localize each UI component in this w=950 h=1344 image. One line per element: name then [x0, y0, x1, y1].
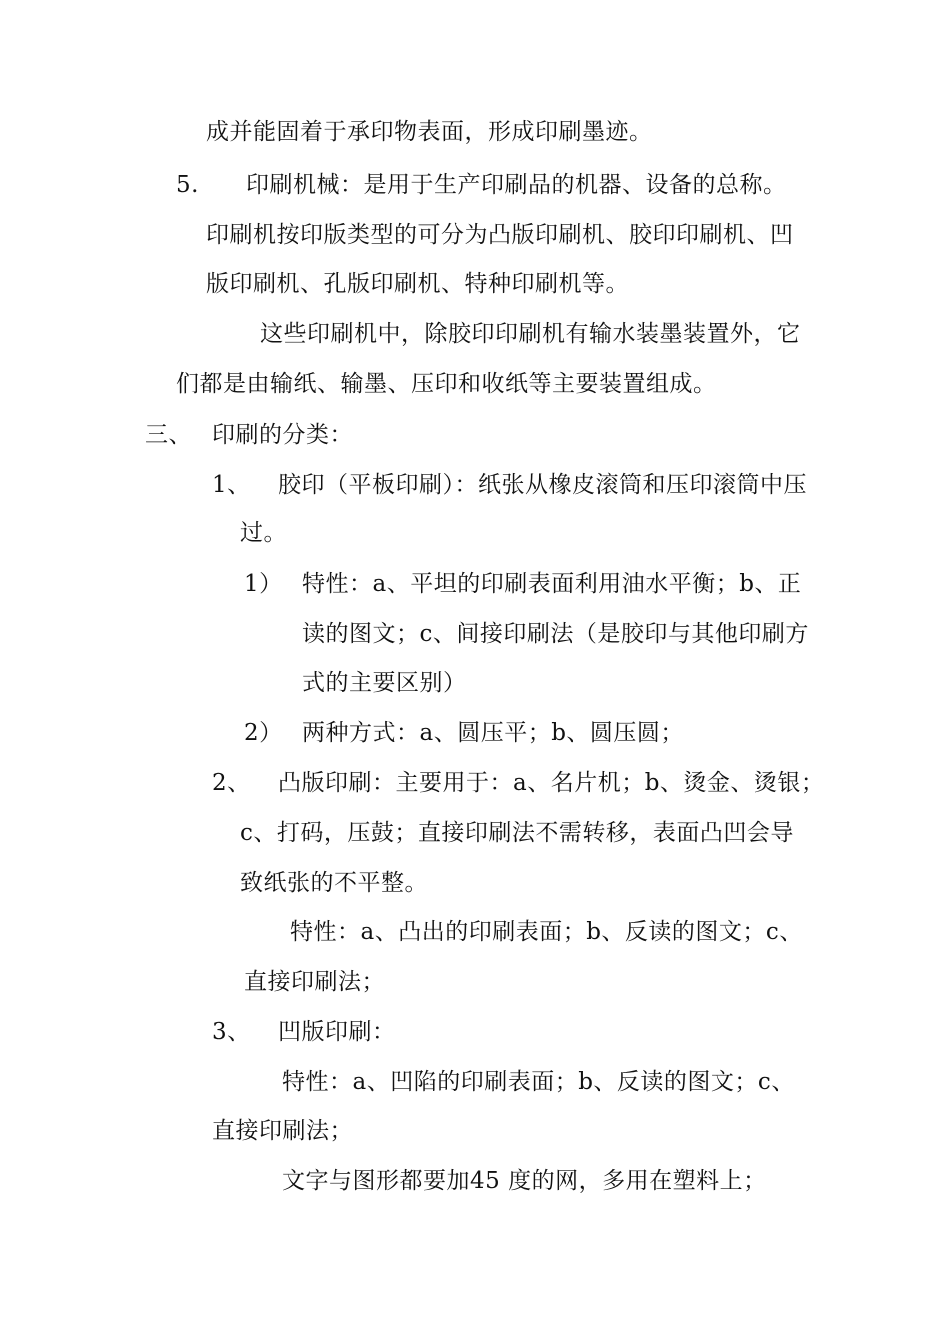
text-line: 直接印刷法；: [244, 969, 385, 995]
text-line: 胶印（平板印刷）：纸张从橡皮滚筒和压印滚筒中压: [278, 472, 807, 498]
text-line: 版印刷机、孔版印刷机、特种印刷机等。: [206, 271, 629, 297]
text-line: 过。: [240, 520, 287, 546]
text-line: 文字与图形都要加45 度的网，多用在塑料上；: [282, 1168, 767, 1194]
text-line: 们都是由输纸、输墨、压印和收纸等主要装置组成。: [176, 371, 717, 397]
list-number: 5.: [176, 172, 199, 198]
text-line: 这些印刷机中，除胶印印刷机有输水装墨装置外，它: [260, 321, 801, 347]
text-line: 印刷机按印版类型的可分为凸版印刷机、胶印印刷机、凹: [206, 222, 794, 248]
text-line: 两种方式：a、圆压平；b、圆压圆；: [302, 720, 684, 746]
text-line: 凹版印刷：: [278, 1019, 396, 1045]
text-line: 成并能固着于承印物表面，形成印刷墨迹。: [206, 119, 653, 145]
list-number: 2、: [212, 770, 251, 796]
text-line: 凸版印刷：主要用于：a、名片机；b、烫金、烫银；: [278, 770, 825, 796]
text-line: 印刷机械：是用于生产印刷品的机器、设备的总称。: [246, 172, 787, 198]
text-line: 特性：a、平坦的印刷表面利用油水平衡；b、正: [302, 571, 802, 597]
section-heading: 印刷的分类：: [212, 422, 353, 448]
text-line: 直接印刷法；: [212, 1118, 353, 1144]
text-line: 致纸张的不平整。: [240, 870, 428, 896]
section-number: 三、: [145, 422, 192, 448]
text-line: 特性：a、凸出的印刷表面；b、反读的图文；c、: [290, 919, 803, 945]
text-line: c、打码，压鼓；直接印刷法不需转移，表面凸凹会导: [240, 820, 794, 846]
list-number: 2）: [244, 720, 283, 746]
text-line: 读的图文；c、间接印刷法（是胶印与其他印刷方: [302, 621, 809, 647]
text-line: 式的主要区别）: [302, 670, 467, 696]
list-number: 3、: [212, 1019, 251, 1045]
text-line: 特性：a、凹陷的印刷表面；b、反读的图文；c、: [282, 1069, 795, 1095]
list-number: 1）: [244, 571, 283, 597]
list-number: 1、: [212, 472, 251, 498]
